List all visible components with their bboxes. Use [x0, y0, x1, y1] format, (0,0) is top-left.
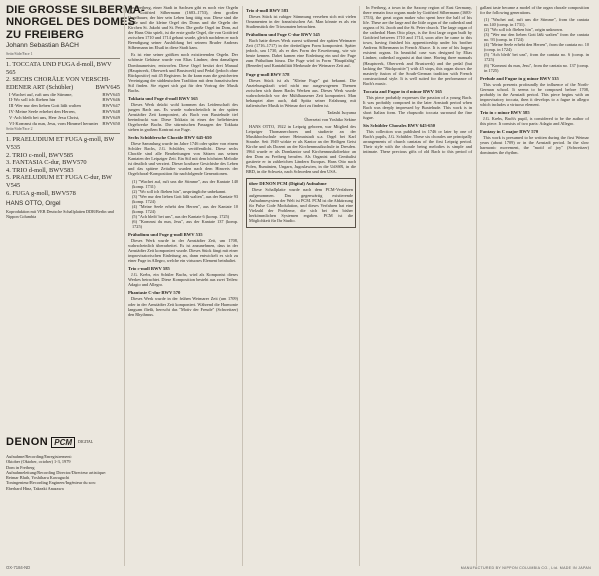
paragraph: Diese Sammlung wurde im Jahre 1746 oder später von einem Schüler Bachs, J.G. Schübler, veröffentlicht. Diese sechs Choräle sind alle Bearbeitungen von Sätzen aus seinen Kantaten der Leipziger Zeit. Ein Stil mit dem höchsten Melodie ist deutlich und verziert. Dieser kostbare Gesichtsbe des Leben und das spätere Zeitalter wurden nach dem Hinweis der Orgelchoral-Komposition für nachfolgende Generationen.	[128, 141, 238, 177]
chorale-item: VI·Kommst du nun, Jesu, vom Himmel herunter BWV650	[9, 120, 120, 126]
paragraph: Dieses Werk wurde in der frühen Weimarer Zeit (um 1709) oder in der Arnstädter Zeit komponiert. Während die Harmonie langsam fließt, herrscht das "Motiv der Freude" (Schweitzer) den Rhythmus.	[128, 296, 238, 317]
paragraph: In Freiberg, a town in the Saxony region of East Germany, there remain four organs made by Gottfried Silbermann (1683-1753), the great organ maker who spent here the half of his life. These are the large and the little organ of the cathedral and organs of St. Jacob and the St. Peter church. The large organ of the cathedral Hans Otto plays, is the first large organ built by Gottfried between 1710 and 1714, soon after he came to this town, having finished his apprenticeship under his brother Andreas Silbermann in French Alsace. It is one of his largest existent organs. Its beautiful case was designed by Elias Lindner, cathedral organist at that time. Having three manuals (Hauptwerk, Oberwerk and Brustwerk) and the pedal (but lacking the "Rückpositiv") with 45 stops, this organ shows the masterly fusion of the South-German tradition with French constructional style. It is well suited for the performance of Bach's music.	[363, 5, 472, 86]
coproduction-note: Koproduktion mit VEB Deutsche Schallplatten DDR/Berlin und Nippon Columbia	[6, 209, 114, 220]
english-notes-column	[363, 5, 589, 553]
list-item: (3) "Wer nur den lieben Gott läßt walten" from the cantata no. 93 (comp. in 1724)	[484, 32, 589, 43]
album-title-line-1: DIE GROSSE SILBERMA-	[6, 4, 145, 16]
list-item: (1) "Wachet auf, ruft uns die Stimme", from the cantata no.140 (comp. in 1731).	[484, 17, 589, 28]
album-title-line-3: ZU FREIBERG	[6, 28, 85, 41]
paragraph: Dieses Werk wurde in der Arnstädter Zeit, um 1708, wahrscheinlich überarbeitet. Es ist anzunehmen, dass in der Arnstädter Zeit komponiert wurde. Dieses Stück fängt mit einer improvisatorischen Einleitung an, dann entwickelt es sich zu einer Fuge in Allegro, welche ein virtuoses Element beinhaltet.	[128, 238, 238, 264]
section-heading: Trio in c minor BWV 585	[480, 109, 530, 115]
author-signature: Tadashi Isoyama	[327, 109, 356, 115]
translator-note: Übersetzt von Yoshiko Sekine	[304, 116, 356, 122]
german-notes-column-2	[246, 5, 356, 565]
paragraph: This work presents profoundly the influence of the North-German school. It seems to be composed before 1708, probably in the Arnstadt period. This piece begins with an improvisatory toccata, then it develops to a fugue in allegro which includes a virtuoso element.	[480, 81, 589, 107]
chorale-item: II·Wo soll ich fliehen hin BWV646	[9, 97, 120, 103]
track-item: 6. FUGA g-moll, BWV578	[6, 189, 76, 197]
list-item: (3) "Wer nur den lieben Gott läßt walten", aus der Kantate 93 (komp. 1724)	[132, 193, 238, 204]
credit-line: Reimar Bluth, Yoshiharu Kawaguchi	[6, 475, 70, 481]
paragraph: Diese Schallplatte wurde nach dem PCM-Verfahren aufgenommen. Das gegenwärtig existierende Aufnahmesystem der Welt ist PCM. PCM ist die Abkürzung für Pulse Code Modulation, und dieses Verfahren hat eine Vielzahl der Probleme, die sich bei den bisher herkömmlichen Systemen ergaben. PCM ist die Möglichkeit für Ihr Studio.	[249, 187, 353, 223]
paragraph: In Freiberg, einer Stadt in Sachsen gibt es noch vier Orgeln von Gottfried Silbermann (1683–1753), dem großen Orgelbauer, der hier sein Leben lang tätig war. Diese sind die große und die kleine Orgel des Doms und die Orgeln der Kirchen St. Jakobi und St. Peter. Die große Orgel im Dom, auf der Hans Otto spielt, ist die erste große Orgel, die von Gottfried zwischen 1710 und 1714 gebaut wurde, gleich nachdem er nach Beendigung seiner Ausbildung bei seinem Bruder Andreas Silbermann im Elsaß in diese Stadt kam.	[128, 5, 238, 51]
list-item: (5) "Ach bleib' bei uns", from the cantata no. 6 (comp. in 1725)	[484, 52, 589, 63]
list-item: (5) "Ach bleib' bei uns", aus der Kantate 6 (komp. 1725)	[132, 213, 230, 219]
list-item: (6) "Kommst du nun, Jesu", from the cantata no. 137 (comp. in 1725)	[484, 62, 589, 73]
credit-line: Oktober (Oktober, october) 1-3, 1979	[6, 459, 71, 465]
track-item: 5. PRAELUDIUM ET FUGA C-dur, BW	[6, 174, 112, 182]
section-heading: Fantasy in C major BWV 570	[480, 129, 539, 135]
paragraph: This work is presumed to be written during the first Weimar years (about 1709) or in the Arnstadt period. In the slow harmonic movement, the "motif of joy" (Schweitzer) dominates the rhythm.	[480, 135, 589, 156]
paragraph: J.G. Krebs, ein Schüler Bachs, wird als Komponist dieses Werkes betrachtet. Diese Komposition besteht aus zwei Teilen: Adagio und Allegro.	[128, 272, 238, 288]
digital-note: DIGITAL	[78, 439, 94, 444]
credit-line: Aufnahme/Recording/Enregistrement:	[6, 454, 72, 459]
performer-name: HANS OTTO, Orgel	[6, 200, 61, 208]
section-heading: Fuge g-moll BWV 578	[246, 71, 290, 77]
chorale-item: IV·Meine Seele erhebet den Herren, BWV648	[9, 108, 120, 114]
chorale-item: III·Wer nur den lieben Gott läßt walten BWV647	[9, 103, 120, 109]
chorale-list	[132, 179, 238, 229]
credit-line: Aufnahmeleitung/Recording Director/Directeur artistique:	[6, 469, 107, 475]
column-divider	[242, 6, 243, 566]
paragraph: Dieses Stück ist ruhiger Stimmung versehen sich mit vielen Ornamenten in der französischen Art. Man könnte es als ein Studienstück der Triosonaten betrachten.	[246, 14, 356, 30]
section-heading: Präludium und Fuge g-moll BWV 535	[128, 231, 203, 237]
credit-line: Toningenieur/Recording Engineer/Ingénieur du son:	[6, 480, 96, 486]
list-item: (4) "Meine Seele erhebt den Herren", aus der Kantate 10 (komp. 1724)	[132, 203, 238, 214]
divider	[6, 58, 120, 59]
chorale-list	[484, 17, 589, 73]
album-title	[6, 4, 145, 41]
list-item: (4) "Meine Seele erhebt den Herren", from the cantata no. 10 (comp. in 1724)	[484, 42, 589, 53]
tracklist-column	[6, 4, 145, 220]
track-item: 1. PRAELUDIUM ET FUGA g-moll, BW	[6, 136, 115, 144]
track-item: 2. TRIO c-moll, BWV585	[6, 151, 74, 159]
list-item: (1) "Wachet auf, ruft uns die Stimme", aus der Kantate 140 (komp. 1731)	[132, 178, 238, 189]
track-item: 565	[6, 68, 16, 76]
list-item: (2) "Wo soll ich fliehen hin", ursprüngliche unbekannt.	[132, 188, 227, 194]
chorale-item: I·Wachet auf, ruft uns die Stimme, BWV645	[9, 91, 120, 97]
paragraph: Es ist eine seiner größten noch existierenden Orgeln. Der schönste Gehäuse wurde von Elias Lindner, dem damaligen Dombaumeister, entworfen. Diese Orgel besitzt drei Manual (Hauptwerk, Oberwerk und Brustwerk) und Pedal (jedoch ohne Rückpositiv) mit 45 Registern. In ihr kann man die gesicherten Vereinigung der süddeutschen Tradition mit dem französischen Stil finden. Sie eignet sich gut für den Vortrag der Musik Bachs.	[128, 52, 238, 93]
list-item: (2) "Wo soll ich fliehen hin", origin unknown.	[484, 27, 564, 33]
section-heading: Tokkata und Fuge d-moll BWV 565	[128, 95, 198, 101]
side-1-tracklist	[6, 61, 120, 126]
label-logo	[6, 436, 114, 448]
section-heading: Sechs Schüblersche Choräle BWV 645-650	[128, 135, 212, 141]
divider	[6, 133, 120, 134]
track-item: 1. TOCCATA UND FUGA d-moll, BWV	[6, 61, 112, 69]
column-divider	[124, 6, 125, 566]
track-item: 4. TRIO d-moll, BWV583	[6, 166, 74, 174]
credit-line: Eberhard Hinz, Takeaki Anazawa	[6, 485, 64, 491]
side-2-tracklist	[6, 136, 120, 197]
section-heading: Trio d-moll BWV 583	[246, 8, 289, 13]
section-heading: Phantasie C-dur BWV 570	[128, 290, 181, 296]
paragraph: J.G. Krebs, Bach's pupil, is considered to be the author of this piece. It consists of two parts: Adagio and Allegro.	[480, 115, 589, 126]
track-item: 2. SECHS CHORÄLE VON VERSCHI-	[6, 76, 111, 84]
catalog-number: OX-7184-ND	[6, 565, 31, 570]
track-item: V535	[6, 143, 21, 151]
paragraph: Bach hatte dieses Werk zuerst während der späten Weimarer Zeit (1716–1717) in der dreiteiligen Form komponiert. Später jedoch, um 1730, als er dies Form der Erweiterung, wie wir heute kennen. Dabei kamen eine Einleitung ein und der Fuge zum Präludium hinzu. Die Fuge wird in Form "Hauptfaltig" (Beneder) und Kantabilität Merkmale der Weimarer Zeit auf.	[246, 38, 356, 69]
paragraph: Dieses Stück ist als "Kleine Fuge" gut bekannt. Die Anziehungskraft wird nicht nur ausgewogenen Themen zwischen sich ihnen Bachs Werken aus. Dieses Werk wurde wahrscheinlich vor der Mühlhausener Zeit komponiert. Man behauptet aber auch, daß Spitta seiner Erfahrung mit italienischer Musik in Weimar dort zu finden ist.	[246, 77, 356, 108]
track-item: EDENER ART (Schübler) BWV645	[6, 84, 120, 91]
section-heading: Toccata and Fugue in d minor BWV 565	[363, 88, 442, 94]
chorale-item: V·Ach bleib bei uns, Herr Jesu Christ, BWV649	[9, 114, 120, 120]
section-heading: über DENON PCM (Digital) Aufnahme	[249, 181, 327, 187]
section-heading: Präludium und Fuge C-dur BWV 545	[246, 32, 320, 38]
side-1-label: Seite/Side/Face 1	[6, 52, 33, 57]
denon-logo: DENON	[6, 436, 49, 448]
list-item: (6) "Kommst du nun, Jesu", aus der Kantate 137 (komp. 1725)	[132, 218, 238, 229]
manufacturer-note: MANUFACTURED BY NIPPON COLUMBIA CO., Ltd. MADE IN JAPAN	[460, 566, 591, 570]
column-divider	[359, 6, 360, 566]
section-heading: Six Schübler Chorales BWV 645-650	[363, 123, 436, 129]
credit-line: Dom in Freiberg	[6, 464, 35, 470]
composer-name: Johann Sebastian BACH	[6, 42, 79, 50]
album-title-line-2: NNORGEL DES DOMES	[6, 16, 136, 29]
german-notes-column-1	[128, 5, 238, 565]
track-item: V545	[6, 181, 21, 189]
section-heading: Prelude and Fugue in g minor BWV 535	[480, 75, 559, 81]
recording-credits	[6, 454, 122, 491]
section-heading: Trio c-moll BWV 585	[128, 266, 170, 272]
paragraph: This collection was published in 1746 or later by one of Bach's pupils, J.G. Schübler. These six chorales are principally arrangements of church cantatas of the first Leipzig period. Their style with the chorale being melodies is simple and intimate. These precious gifts of old Bach to this period of gallant taste became a model of the organ chorale composition for the following generations.	[363, 5, 589, 155]
track-item: 3. FANTASIA C-dur, BWV570	[6, 159, 87, 167]
pcm-logo: PCM	[51, 437, 75, 448]
paragraph: HANS OTTO, 1922 in Leipzig geboren, war Mitglied des Leipziger Thomanerchores und studierte an der Musikhochschule seiner Heimatstadt u.a. Orgel bei Karl Straube. Seit 1949 wirkte er als Kantor an der Heiligen Geist Kirche und als Dozent an der Kirchenmusikschule in Dresden. 1964 wurde er als Domkantor und Kirchenmusikdirektor an den Dom zu Freiberg berufen. Als Organist und Cembalist gastierte er in zahlreichen Ländern Europas. Hans Otto nach Polen, Rumänien, Ungarn, Jugoslawien, in die UdSSR, in die BRD, in die Schweiz, nach Schweden und den USA.	[246, 123, 356, 175]
paragraph: Dieses Werk drückt wohl kommen das Leidenschaft des jungen Bach aus. Es wurde wahrscheinlich in der späten Arnstädter Zeit komponiert, als Bach von Buxtehude tief beeindruckt war. Diese Tokkata ist eines der beliebtesten Orgelwerke Bachs. Die stürmischen Passagen der Tokkata stehen in großem Kontrast zur Fuge.	[128, 101, 238, 133]
pcm-info-box	[246, 178, 356, 227]
side-2-label: Seite/Side/Face 2	[6, 127, 33, 132]
paragraph: This piece probably expresses the passion of a young Bach. It was probably composed in the later Arnstadt period when Bach was deeply impressed by Buxtehude. This work is in short Italian form. The rhapsodic toccata surround the fine fugue.	[363, 94, 472, 120]
